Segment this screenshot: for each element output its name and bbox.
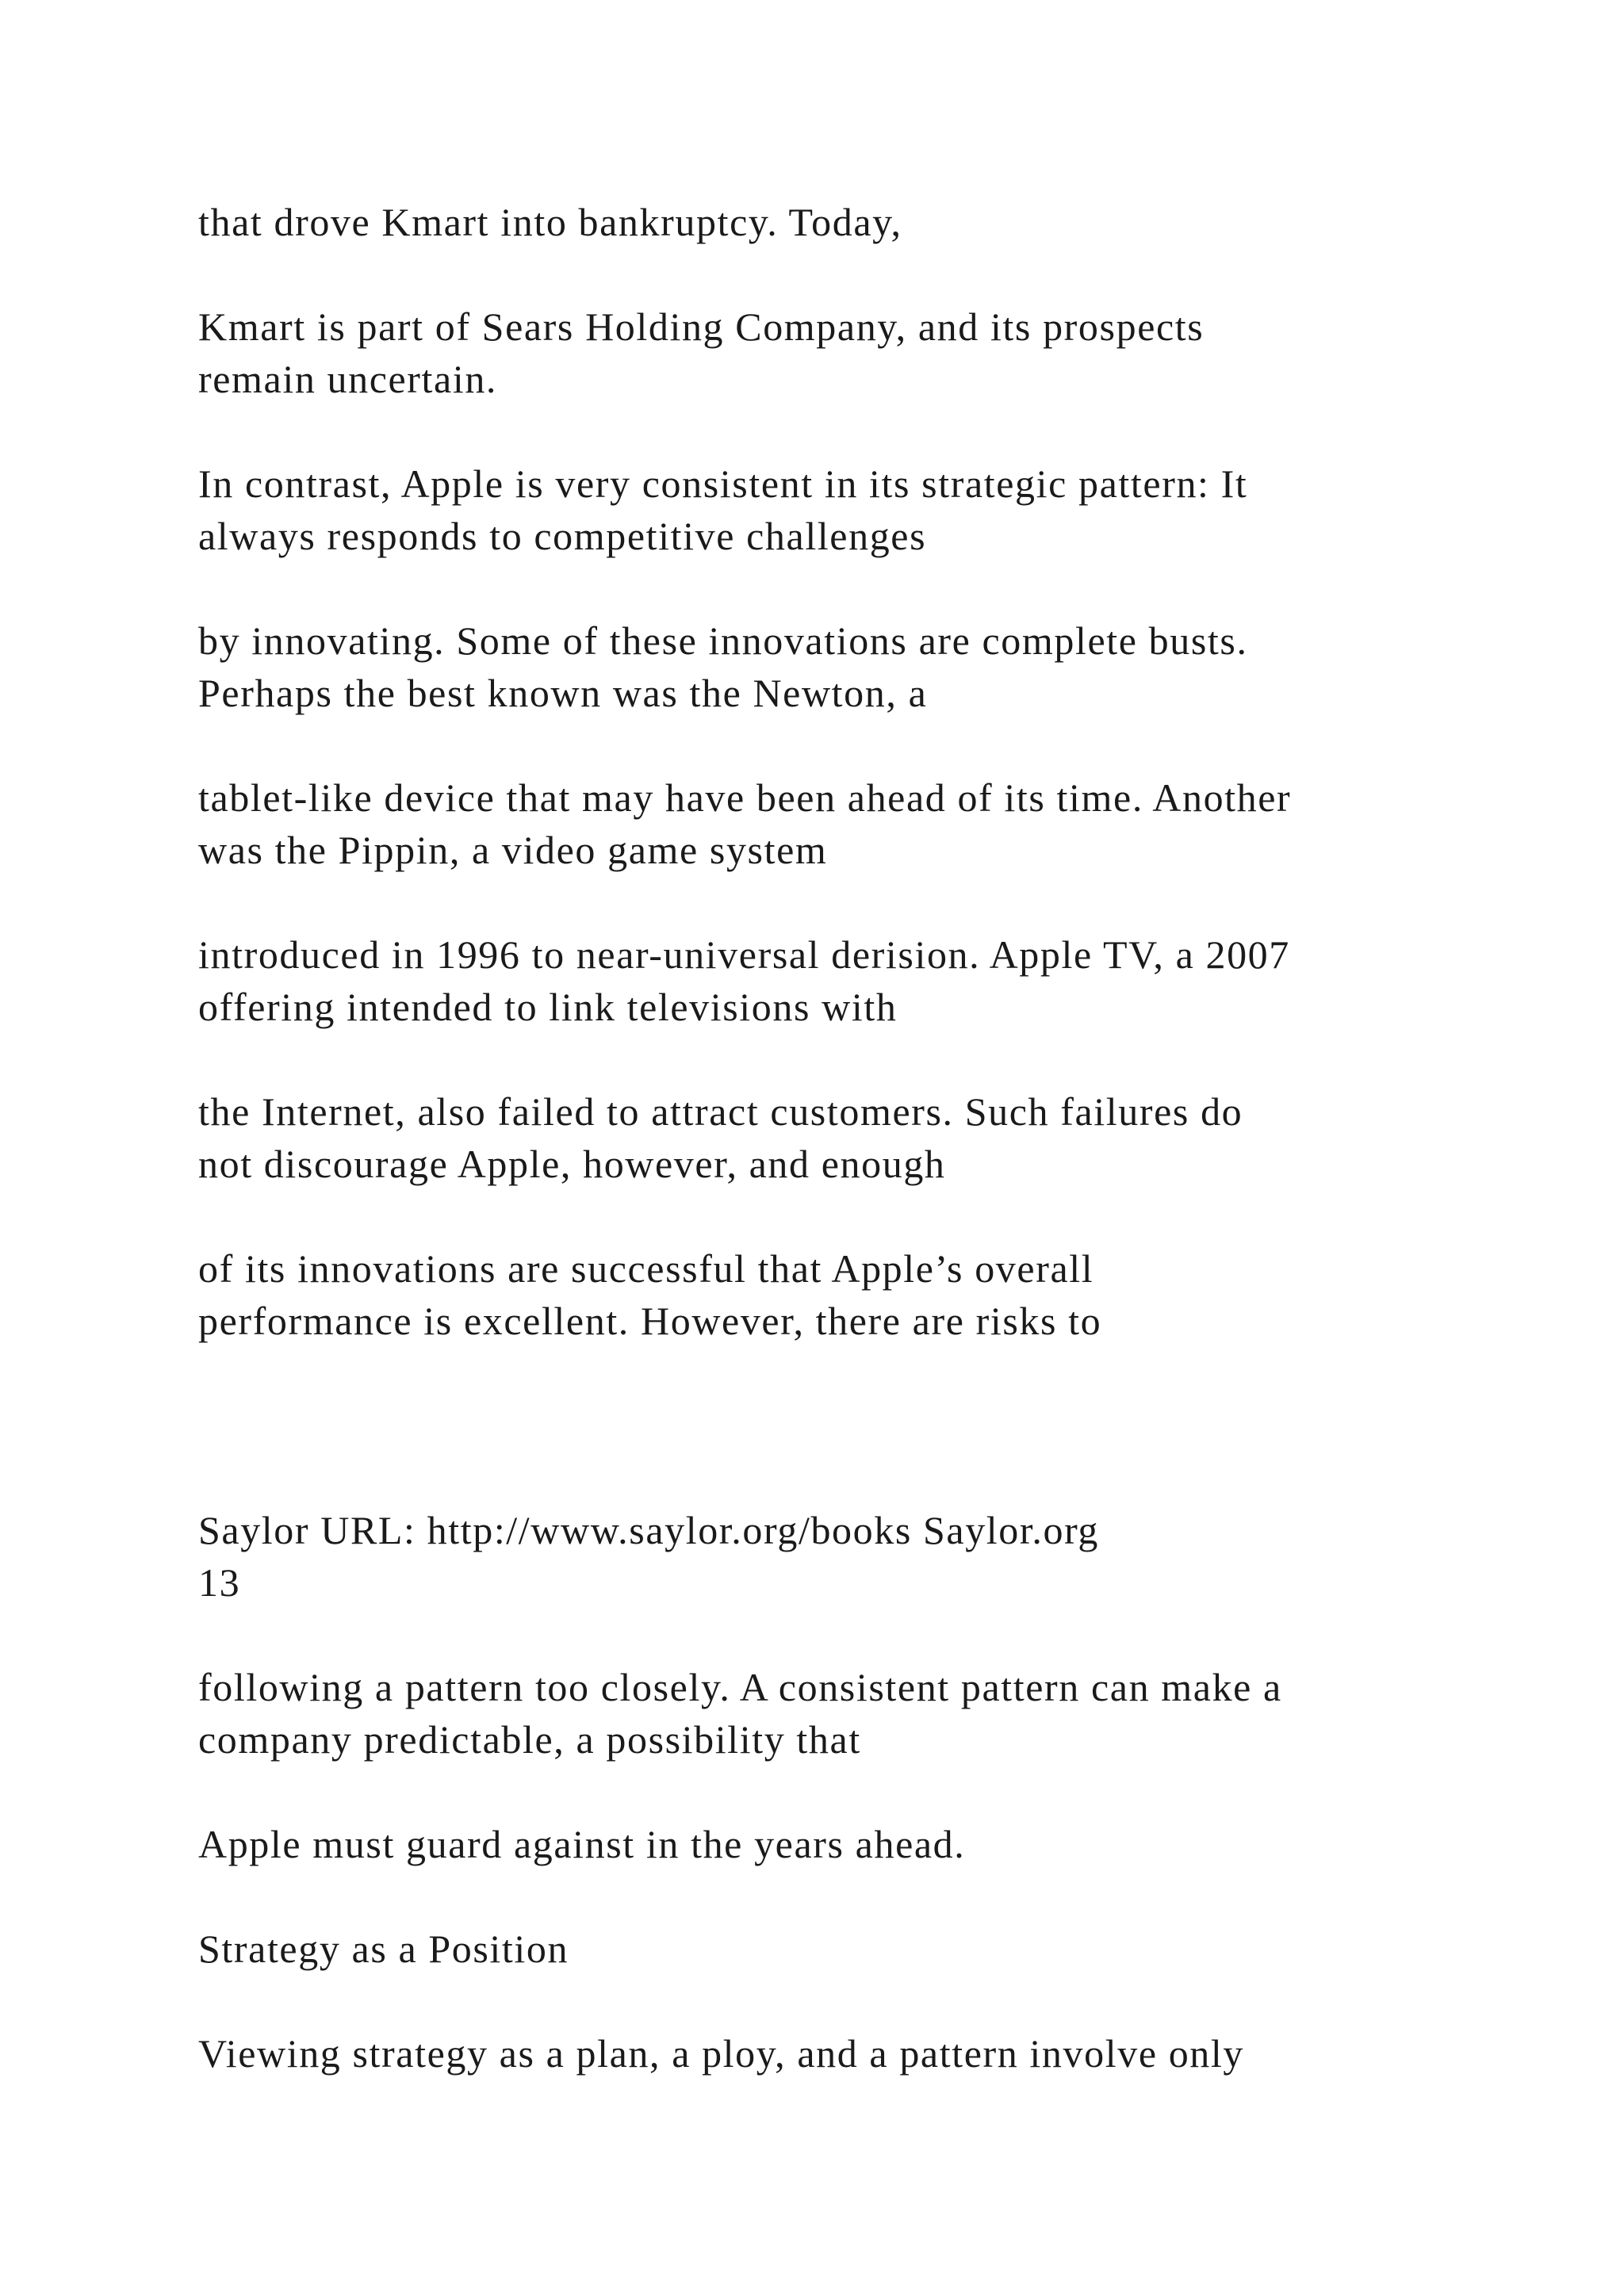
text-line: Apple must guard against in the years ahead. bbox=[198, 1822, 966, 1866]
text-line: following a pattern too closely. A consistent pattern can make a bbox=[198, 1665, 1282, 1709]
text-line: Viewing strategy as a plan, a ploy, and a pattern involve only bbox=[198, 2031, 1244, 2076]
text-line: offering intended to link televisions with bbox=[198, 985, 898, 1029]
text-line: of its innovations are successful that Apple’s overall bbox=[198, 1246, 1094, 1291]
text-line: Kmart is part of Sears Holding Company, and its prospects bbox=[198, 304, 1205, 349]
text-line: company predictable, a possibility that bbox=[198, 1717, 861, 1762]
text-line: the Internet, also failed to attract customers. Such failures do bbox=[198, 1089, 1243, 1134]
page-number: 13 bbox=[198, 1560, 241, 1605]
footer-source: Saylor URL: http://www.saylor.org/books Saylor.org bbox=[198, 1508, 1100, 1552]
section-heading: Strategy as a Position bbox=[198, 1927, 569, 1971]
text-line: Perhaps the best known was the Newton, a bbox=[198, 671, 928, 715]
text-line: that drove Kmart into bankruptcy. Today, bbox=[198, 200, 902, 244]
text-line: tablet-like device that may have been ahead of its time. Another bbox=[198, 775, 1292, 820]
text-line: In contrast, Apple is very consistent in its strategic pattern: It bbox=[198, 461, 1248, 506]
text-line: always responds to competitive challenges bbox=[198, 514, 927, 558]
text-line: not discourage Apple, however, and enough bbox=[198, 1142, 946, 1186]
text-line: introduced in 1996 to near-universal derision. Apple TV, a 2007 bbox=[198, 932, 1290, 977]
text-line: performance is excellent. However, there are risks to bbox=[198, 1299, 1102, 1343]
text-line: was the Pippin, a video game system bbox=[198, 828, 828, 872]
text-line: remain uncertain. bbox=[198, 357, 498, 401]
text-line: by innovating. Some of these innovations are complete busts. bbox=[198, 618, 1248, 663]
